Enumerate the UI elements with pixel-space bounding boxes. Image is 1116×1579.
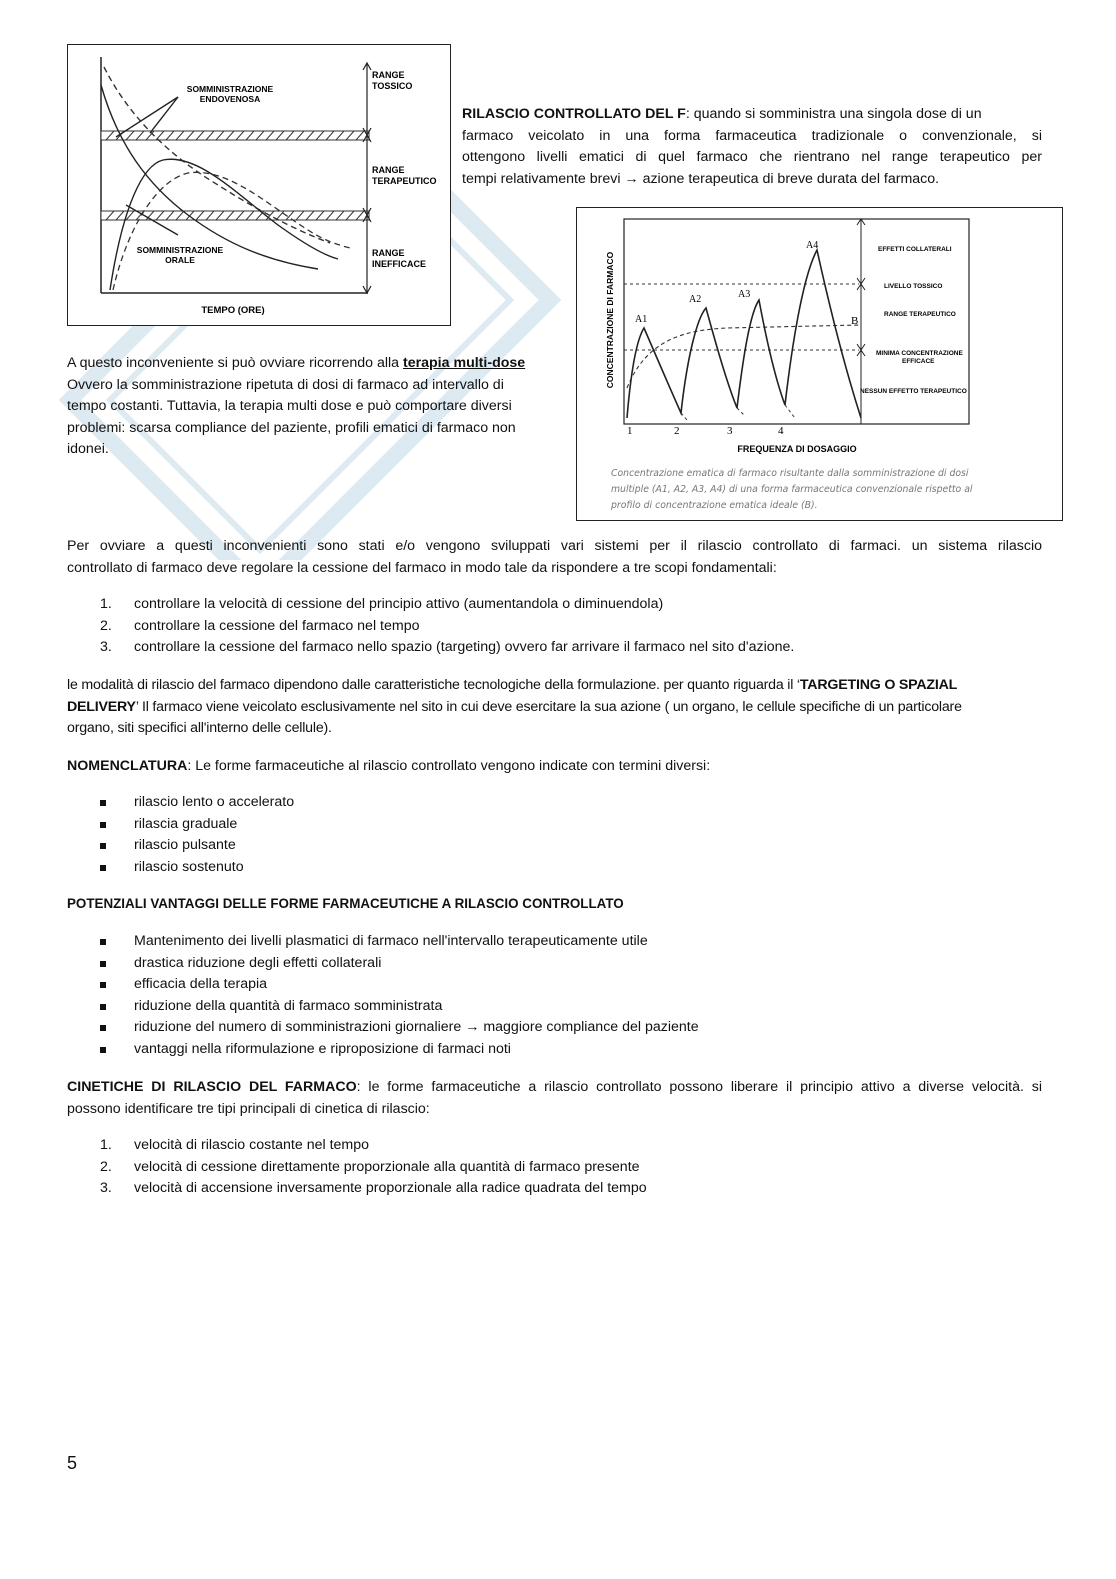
ineffective-range-label-1: RANGE <box>372 248 405 258</box>
label-no-effect: NESSUN EFFETTO TERAPEUTICO <box>860 388 967 395</box>
x-tick-3: 3 <box>727 425 733 437</box>
list-item: riduzione del numero di somministrazioni giornaliere → maggiore compliance del paziente <box>67 1017 1042 1039</box>
therapeutic-range-label-2: TERAPEUTICO <box>372 176 437 186</box>
nomenclature-paragraph: NOMENCLATURA: Le forme farmaceutiche al rilascio controllato vengono indicate con termini diversi: <box>67 758 711 774</box>
list-item: vantaggi nella riformulazione e riproposizione di farmaci noti <box>67 1039 1042 1061</box>
intro-line-4: tempi relativamente brevi → azione terapeutica di breve durata del farmaco. <box>462 170 940 187</box>
multi-dose-graph <box>577 208 1062 520</box>
iv-label-2: ENDOVENOSA <box>199 94 261 104</box>
nomenclature-heading: NOMENCLATURA <box>67 758 188 774</box>
bullet-icon <box>100 982 106 988</box>
multidose-term: terapia multi-dose <box>402 355 526 371</box>
page-number: 5 <box>67 1453 78 1473</box>
caption-line-2: multiple (A1, A2, A3, A4) di una forma farmaceutica convenzionale rispetto al <box>611 484 973 495</box>
kinetics-paragraph <box>67 1077 1042 1120</box>
iv-label-1: SOMMINISTRAZIONE <box>186 84 274 94</box>
list-item: 1. controllare la velocità di cessione del principio attivo (aumentandola o diminuendola) <box>100 596 664 612</box>
peak-label-a3: A3 <box>738 289 751 300</box>
x-tick-1: 1 <box>627 425 633 437</box>
label-toxic-level: LIVELLO TOSSICO <box>884 283 943 290</box>
targeting-line-1: le modalità di rilascio del farmaco dipendono dalle caratteristiche tecnologiche della formulazione. per quanto riguarda il ‘TARGETING O SPAZIAL <box>67 677 958 693</box>
bullet-icon <box>100 865 106 871</box>
peak-label-a4: A4 <box>806 240 819 251</box>
caption-line-1: Concentrazione ematica di farmaco risultante dalla somministrazione di dosi <box>611 468 969 479</box>
list-item: 3. velocità di accensione inversamente proporzionale alla radice quadrata del tempo <box>100 1180 647 1196</box>
kinetics-line-1: CINETICHE DI RILASCIO DEL FARMACO: le forme farmaceutiche a rilascio controllato possono liberare il principio attivo a diverse velocità. si <box>67 1079 1043 1095</box>
multi-dose-curve <box>627 250 861 418</box>
list-item: 1. velocità di rilascio costante nel tempo <box>100 1137 370 1153</box>
multidose-line-3: tempo costanti. Tuttavia, la terapia multi dose e può comportare diversi <box>67 398 512 414</box>
targeting-line-2: DELIVERY’ Il farmaco viene veicolato esclusivamente nel sito in cui deve esercitare la sua azione ( un organo, le cellule specifiche di un particolare <box>67 698 962 715</box>
multidose-paragraph <box>67 353 567 461</box>
ideal-curve-b <box>627 325 859 388</box>
x-axis-label: TEMPO (ORE) <box>201 305 265 316</box>
list-item: Mantenimento dei livelli plasmatici di farmaco nell'intervallo terapeuticamente utile <box>67 931 1042 953</box>
kinetics-list <box>67 1135 1042 1200</box>
ineffective-range-label-2: INEFFICACE <box>372 259 426 269</box>
list-item: efficacia della terapia <box>67 974 1042 996</box>
caption-line-3: profilo di concentrazione ematica ideale (B). <box>611 500 818 511</box>
peak-label-a2: A2 <box>689 294 702 305</box>
therapeutic-range-label-1: RANGE <box>372 165 405 175</box>
bullet-icon <box>100 939 106 945</box>
multidose-line-5: idonei. <box>67 441 109 457</box>
nomenclature-list <box>67 792 1042 878</box>
list-item: rilascio pulsante <box>67 835 1042 857</box>
label-side-effects: EFFETTI COLLATERALI <box>878 246 952 253</box>
list-item: 3. controllare la cessione del farmaco nello spazio (targeting) ovvero far arrivare il farmaco nel sito d'azione. <box>100 639 795 655</box>
goals-list <box>67 594 1042 659</box>
oral-label-1: SOMMINISTRAZIONE <box>136 245 224 255</box>
kinetics-heading: CINETICHE DI RILASCIO DEL FARMACO <box>67 1079 357 1095</box>
x-tick-4: 4 <box>778 425 784 437</box>
multidose-line-1: A questo inconveniente si può ovviare ricorrendo alla terapia multi-dose <box>67 355 526 371</box>
targeting-paragraph <box>67 675 1042 740</box>
oral-label-2: ORALE <box>165 255 195 265</box>
bullet-icon <box>100 822 106 828</box>
intro-line-3: ottengono livelli ematici di quel farmaco che rientrano nel range terapeutico per <box>462 149 1042 165</box>
bullet-icon <box>100 961 106 967</box>
systems-line-2: controllato di farmaco deve regolare la cessione del farmaco in modo tale da rispondere a tre scopi fondamentali: <box>67 559 777 576</box>
toxic-range-label-1: RANGE <box>372 70 405 80</box>
list-item: rilascia graduale <box>67 814 1042 836</box>
list-item: drastica riduzione degli effetti collaterali <box>67 953 1042 975</box>
intro-line-1: RILASCIO CONTROLLATO DEL F: quando si somministra una singola dose di un <box>462 106 982 122</box>
toxic-range-label-2: TOSSICO <box>372 81 413 91</box>
label-min-effective-1: MINIMA CONCENTRAZIONE <box>876 350 963 357</box>
x-tick-2: 2 <box>674 425 680 437</box>
multidose-line-4: problemi: scarsa compliance del paziente, profili ematici di farmaco non <box>67 419 516 436</box>
label-min-effective-2: EFFICACE <box>902 358 935 365</box>
bullet-icon <box>100 800 106 806</box>
intro-line-2: farmaco veicolato in una forma farmaceutica tradizionale o convenzionale, si <box>462 127 1042 144</box>
bullet-icon <box>100 1004 106 1010</box>
systems-paragraph <box>67 536 1042 579</box>
x-axis-label: FREQUENZA DI DOSAGGIO <box>737 444 857 454</box>
toxic-threshold-band <box>101 131 369 140</box>
figure-multi-dose <box>576 207 1063 521</box>
advantages-list <box>67 931 1042 1060</box>
y-axis-label: CONCENTRAZIONE DI FARMACO <box>605 251 615 389</box>
oral-curve-solid <box>110 159 338 290</box>
intro-paragraph <box>462 104 1042 190</box>
figure-single-dose <box>67 44 451 326</box>
multidose-line-2: Ovvero la somministrazione ripetuta di dosi di farmaco ad intervallo di <box>67 376 504 393</box>
peak-label-a1: A1 <box>635 314 648 325</box>
list-item: rilascio sostenuto <box>67 857 1042 879</box>
list-item: rilascio lento o accelerato <box>67 792 1042 814</box>
bullet-icon <box>100 843 106 849</box>
advantages-heading: POTENZIALI VANTAGGI DELLE FORME FARMACEUTICHE A RILASCIO CONTROLLATO <box>67 896 624 911</box>
ideal-label-b: B <box>851 315 859 327</box>
bullet-icon <box>100 1025 106 1031</box>
label-therapeutic-range: RANGE TERAPEUTICO <box>884 311 956 318</box>
oral-curve-dashed <box>113 172 350 290</box>
ineffective-threshold-band <box>101 211 369 220</box>
systems-line-1: Per ovviare a questi inconvenienti sono stati e/o vengono sviluppati vari sistemi per il rilascio controllato di farmaci. un sistema rilascio <box>67 538 1042 554</box>
list-item: riduzione della quantità di farmaco somministrata <box>67 996 1042 1018</box>
bullet-icon <box>100 1047 106 1053</box>
list-item: 2. velocità di cessione direttamente proporzionale alla quantità di farmaco presente <box>100 1158 640 1175</box>
list-item: 2. controllare la cessione del farmaco nel tempo <box>100 617 420 634</box>
intro-heading: RILASCIO CONTROLLATO DEL F <box>462 106 686 122</box>
kinetics-line-2: possono identificare tre tipi principali di cinetica di rilascio: <box>67 1100 430 1117</box>
single-dose-graph <box>68 45 450 325</box>
targeting-line-3: organo, siti specifici all'interno delle cellule). <box>67 720 332 736</box>
